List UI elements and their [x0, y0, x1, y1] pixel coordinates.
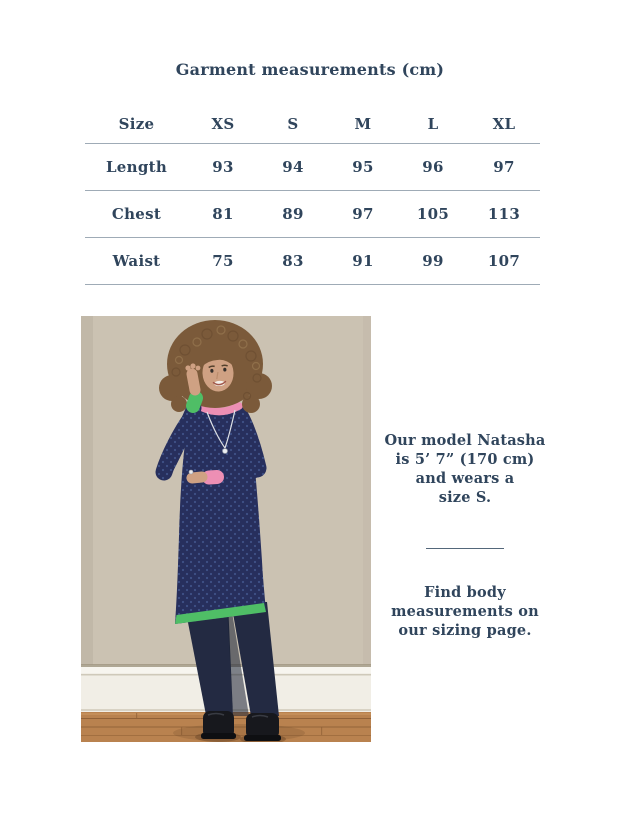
column-header-s: S: [287, 115, 299, 133]
hand-raised: [192, 374, 195, 390]
sizing-note-line: measurements on: [391, 603, 539, 620]
chest-xl: 113: [487, 205, 521, 223]
length-s: 94: [282, 158, 304, 176]
length-l: 96: [422, 158, 444, 176]
waist-m: 91: [352, 252, 374, 270]
column-header-xs: XS: [211, 115, 235, 133]
chest-m: 97: [352, 205, 374, 223]
ring: [189, 470, 193, 474]
column-header-m: M: [354, 115, 372, 133]
model-note: [370, 431, 560, 507]
model-note-line: and wears a: [415, 470, 515, 487]
model-photo-illustration: [81, 316, 371, 742]
chest-xs: 81: [212, 205, 234, 223]
model-info-column: [370, 0, 560, 827]
waist-s: 83: [282, 252, 304, 270]
page-title: Garment measurements (cm): [175, 60, 445, 79]
cuff-pink: [209, 477, 217, 478]
divider-line: [426, 548, 504, 549]
model-note-line: Our model Natasha: [384, 432, 546, 449]
waist-xs: 75: [212, 252, 234, 270]
cuff-green: [193, 398, 196, 406]
waist-l: 99: [422, 252, 444, 270]
sizing-note: [370, 583, 560, 640]
column-header-size: Size: [118, 115, 155, 133]
sizing-note-line: Find body: [424, 584, 506, 601]
length-xs: 93: [212, 158, 234, 176]
row-label-length: Length: [105, 158, 168, 176]
hand-left: [192, 477, 202, 478]
row-label-waist: Waist: [112, 252, 161, 270]
model-note-line: is 5’ 7” (170 cm): [395, 451, 535, 468]
chest-l: 105: [416, 205, 450, 223]
length-m: 95: [352, 158, 374, 176]
chest-s: 89: [282, 205, 304, 223]
model-note-line: size S.: [438, 489, 492, 506]
sizing-note-line: our sizing page.: [398, 622, 532, 639]
product-photo: [81, 316, 371, 742]
length-xl: 97: [493, 158, 515, 176]
waist-xl: 107: [487, 252, 521, 270]
row-label-chest: Chest: [111, 205, 162, 223]
column-header-xl: XL: [492, 115, 516, 133]
column-header-l: L: [427, 115, 439, 133]
